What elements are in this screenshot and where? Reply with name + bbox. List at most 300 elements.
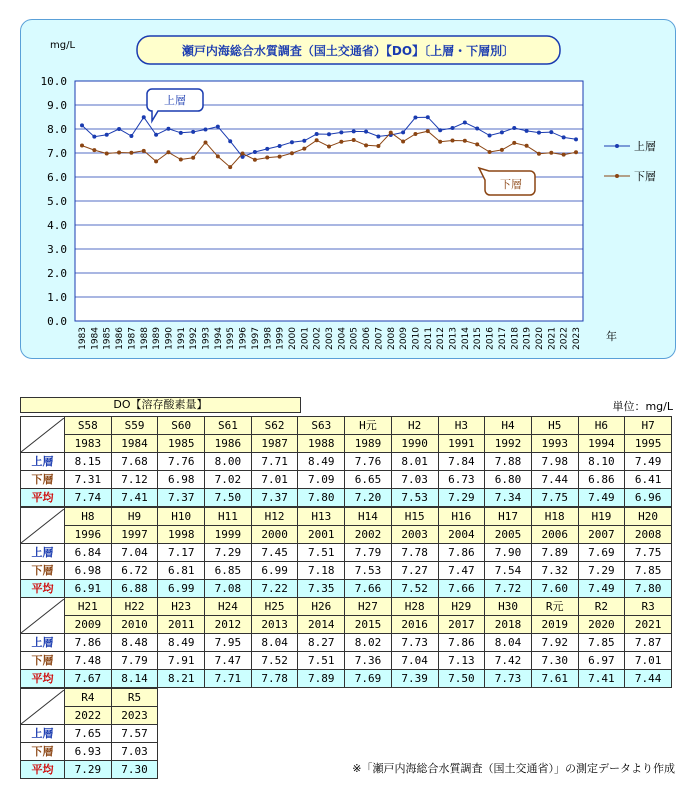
x-axis-label: 年: [606, 330, 617, 343]
data-point: [166, 127, 170, 131]
era-cell: H16: [438, 508, 485, 526]
data-point: [537, 131, 541, 135]
value-cell: 7.78: [251, 670, 298, 688]
value-cell: 7.72: [485, 580, 532, 598]
x-tick-label: 1989: [152, 327, 163, 350]
x-tick-label: 2004: [337, 327, 348, 350]
x-tick-label: 2014: [460, 327, 471, 350]
value-cell: 7.75: [531, 489, 578, 507]
year-cell: 2010: [111, 616, 158, 634]
data-point: [253, 150, 257, 154]
era-cell: H23: [158, 598, 205, 616]
x-tick-label: 2001: [300, 327, 311, 350]
data-point: [438, 128, 442, 132]
data-point: [376, 144, 380, 148]
y-axis-label: mg/L: [50, 40, 76, 51]
data-point: [401, 139, 405, 143]
value-cell: 6.81: [158, 562, 205, 580]
era-cell: H11: [205, 508, 252, 526]
year-cell: 1989: [345, 435, 392, 453]
year-cell: 2021: [625, 616, 672, 634]
x-tick-label: 2015: [473, 327, 484, 350]
value-cell: 7.02: [205, 471, 252, 489]
value-cell: 7.87: [625, 634, 672, 652]
data-point: [451, 126, 455, 130]
era-cell: S63: [298, 417, 345, 435]
data-point: [302, 147, 306, 151]
value-cell: 7.57: [111, 725, 158, 743]
year-cell: 1987: [251, 435, 298, 453]
data-point: [364, 130, 368, 134]
y-tick-label: 6.0: [47, 171, 67, 184]
era-cell: H10: [158, 508, 205, 526]
x-tick-label: 2009: [399, 327, 410, 350]
value-cell: 7.49: [578, 489, 625, 507]
value-cell: 7.88: [485, 453, 532, 471]
year-cell: 1991: [438, 435, 485, 453]
data-point: [166, 150, 170, 154]
value-cell: 7.41: [578, 670, 625, 688]
era-cell: H20: [625, 508, 672, 526]
row-label-avg: 平均: [21, 761, 65, 779]
value-cell: 6.97: [578, 652, 625, 670]
diagonal-header-cell: [21, 417, 65, 453]
row-label-upper: 上層: [21, 453, 65, 471]
data-point: [525, 129, 529, 133]
value-cell: 7.03: [391, 471, 438, 489]
era-cell: H19: [578, 508, 625, 526]
value-cell: 7.53: [345, 562, 392, 580]
x-tick-label: 1996: [238, 327, 249, 350]
year-cell: 2002: [345, 526, 392, 544]
table-title: DO【溶存酸素量】: [20, 397, 301, 413]
value-cell: 7.47: [438, 562, 485, 580]
value-cell: 7.30: [531, 652, 578, 670]
era-cell: H4: [485, 417, 532, 435]
x-tick-label: 2012: [436, 327, 447, 350]
data-point: [376, 134, 380, 138]
x-tick-label: 2011: [423, 327, 434, 350]
value-cell: 6.73: [438, 471, 485, 489]
value-cell: 7.71: [205, 670, 252, 688]
data-point: [179, 157, 183, 161]
data-point: [92, 148, 96, 152]
value-cell: 8.10: [578, 453, 625, 471]
value-cell: 8.49: [158, 634, 205, 652]
era-cell: H3: [438, 417, 485, 435]
data-point: [463, 121, 467, 125]
value-cell: 6.96: [625, 489, 672, 507]
year-cell: 2020: [578, 616, 625, 634]
era-cell: H12: [251, 508, 298, 526]
data-point: [438, 140, 442, 144]
era-cell: H17: [485, 508, 532, 526]
era-cell: H21: [65, 598, 112, 616]
era-cell: H9: [111, 508, 158, 526]
data-point: [463, 139, 467, 143]
x-tick-label: 1997: [250, 327, 261, 350]
data-point: [512, 126, 516, 130]
data-point: [228, 165, 232, 169]
era-cell: S58: [65, 417, 112, 435]
value-cell: 8.15: [65, 453, 112, 471]
year-cell: 2015: [345, 616, 392, 634]
value-cell: 7.49: [578, 580, 625, 598]
value-cell: 7.74: [65, 489, 112, 507]
x-tick-label: 1983: [78, 327, 88, 350]
data-point: [154, 159, 158, 163]
x-tick-label: 2010: [411, 327, 422, 350]
value-cell: 8.04: [485, 634, 532, 652]
chart-title: 瀬戸内海総合水質調査（国土交通省）【DO】〔上層・下層別〕: [181, 44, 515, 58]
year-cell: 2006: [531, 526, 578, 544]
data-point: [315, 138, 319, 142]
value-cell: 7.61: [531, 670, 578, 688]
era-cell: H5: [531, 417, 578, 435]
y-tick-label: 3.0: [47, 243, 67, 256]
value-cell: 7.80: [625, 580, 672, 598]
era-cell: H18: [531, 508, 578, 526]
value-cell: 7.85: [578, 634, 625, 652]
legend-marker: [615, 174, 619, 178]
x-tick-label: 2007: [374, 327, 385, 350]
value-cell: 7.34: [485, 489, 532, 507]
value-cell: 7.41: [111, 489, 158, 507]
year-cell: 2003: [391, 526, 438, 544]
data-point: [278, 144, 282, 148]
value-cell: 7.50: [438, 670, 485, 688]
data-table-block: [20, 597, 672, 688]
data-point: [500, 130, 504, 134]
row-label-avg: 平均: [21, 670, 65, 688]
value-cell: 7.32: [531, 562, 578, 580]
value-cell: 7.12: [111, 471, 158, 489]
year-cell: 1986: [205, 435, 252, 453]
row-label-upper: 上層: [21, 634, 65, 652]
year-cell: 2001: [298, 526, 345, 544]
value-cell: 7.04: [111, 544, 158, 562]
data-table-block: [20, 688, 158, 779]
year-cell: 2007: [578, 526, 625, 544]
value-cell: 7.50: [205, 489, 252, 507]
value-cell: 7.79: [345, 544, 392, 562]
value-cell: 6.99: [251, 562, 298, 580]
data-point: [142, 149, 146, 153]
data-point: [327, 132, 331, 136]
value-cell: 6.72: [111, 562, 158, 580]
x-tick-label: 2022: [559, 327, 570, 350]
era-cell: H22: [111, 598, 158, 616]
data-point: [241, 151, 245, 155]
value-cell: 7.52: [251, 652, 298, 670]
data-point: [80, 144, 84, 148]
value-cell: 7.75: [625, 544, 672, 562]
value-cell: 6.65: [345, 471, 392, 489]
data-point: [413, 132, 417, 136]
value-cell: 7.84: [438, 453, 485, 471]
year-cell: 2022: [65, 707, 112, 725]
value-cell: 8.14: [111, 670, 158, 688]
diagonal-header-cell: [21, 598, 65, 634]
x-tick-label: 1986: [115, 327, 126, 350]
x-tick-label: 1985: [102, 327, 113, 350]
value-cell: 7.27: [391, 562, 438, 580]
data-point: [401, 130, 405, 134]
value-cell: 7.98: [531, 453, 578, 471]
value-cell: 7.69: [578, 544, 625, 562]
value-cell: 8.27: [298, 634, 345, 652]
x-tick-label: 2017: [497, 327, 508, 350]
value-cell: 7.89: [298, 670, 345, 688]
data-point: [216, 154, 220, 158]
value-cell: 7.60: [531, 580, 578, 598]
data-point: [290, 151, 294, 155]
value-cell: 7.37: [251, 489, 298, 507]
year-cell: 2008: [625, 526, 672, 544]
value-cell: 6.93: [65, 743, 112, 761]
year-cell: 1988: [298, 435, 345, 453]
data-point: [278, 155, 282, 159]
era-cell: H6: [578, 417, 625, 435]
era-cell: H26: [298, 598, 345, 616]
value-cell: 7.39: [391, 670, 438, 688]
value-cell: 7.04: [391, 652, 438, 670]
era-cell: H30: [485, 598, 532, 616]
row-label-lower: 下層: [21, 652, 65, 670]
era-cell: H24: [205, 598, 252, 616]
era-cell: S60: [158, 417, 205, 435]
x-tick-label: 2005: [349, 327, 360, 350]
x-tick-label: 1987: [127, 327, 138, 350]
data-point: [117, 151, 121, 155]
x-tick-label: 2002: [312, 327, 323, 350]
data-point: [413, 115, 417, 119]
data-point: [488, 150, 492, 154]
value-cell: 7.42: [485, 652, 532, 670]
value-cell: 7.90: [485, 544, 532, 562]
era-cell: H15: [391, 508, 438, 526]
value-cell: 8.04: [251, 634, 298, 652]
year-cell: 1983: [65, 435, 112, 453]
era-cell: H8: [65, 508, 112, 526]
value-cell: 7.35: [298, 580, 345, 598]
value-cell: 7.76: [158, 453, 205, 471]
data-point: [204, 140, 208, 144]
data-point: [265, 156, 269, 160]
value-cell: 7.91: [158, 652, 205, 670]
value-cell: 7.17: [158, 544, 205, 562]
data-point: [179, 131, 183, 135]
data-point: [475, 127, 479, 131]
value-cell: 6.88: [111, 580, 158, 598]
data-point: [364, 143, 368, 147]
data-point: [475, 142, 479, 146]
value-cell: 7.03: [111, 743, 158, 761]
value-cell: 6.80: [485, 471, 532, 489]
value-cell: 7.13: [438, 652, 485, 670]
era-cell: H27: [345, 598, 392, 616]
value-cell: 7.20: [345, 489, 392, 507]
value-cell: 7.73: [485, 670, 532, 688]
value-cell: 6.41: [625, 471, 672, 489]
year-cell: 1996: [65, 526, 112, 544]
data-point: [327, 145, 331, 149]
line-chart: [0, 0, 697, 380]
year-cell: 2012: [205, 616, 252, 634]
x-tick-label: 1992: [189, 327, 200, 350]
value-cell: 7.30: [111, 761, 158, 779]
x-tick-label: 1991: [176, 327, 187, 350]
diagonal-line: [21, 599, 64, 633]
y-tick-label: 2.0: [47, 267, 67, 280]
data-table-block: [20, 416, 672, 507]
year-cell: 1990: [391, 435, 438, 453]
value-cell: 7.67: [65, 670, 112, 688]
year-cell: 2011: [158, 616, 205, 634]
data-point: [92, 135, 96, 139]
year-cell: 2023: [111, 707, 158, 725]
data-point: [265, 147, 269, 151]
callout-upper-label: 上層: [164, 94, 186, 107]
year-cell: 2009: [65, 616, 112, 634]
value-cell: 6.91: [65, 580, 112, 598]
y-tick-label: 5.0: [47, 195, 67, 208]
legend-label: 上層: [634, 140, 656, 153]
data-point: [451, 139, 455, 143]
value-cell: 8.02: [345, 634, 392, 652]
data-point: [426, 115, 430, 119]
data-point: [562, 135, 566, 139]
year-cell: 1992: [485, 435, 532, 453]
year-cell: 1993: [531, 435, 578, 453]
era-cell: H7: [625, 417, 672, 435]
value-cell: 8.48: [111, 634, 158, 652]
year-cell: 2017: [438, 616, 485, 634]
x-tick-label: 1990: [164, 327, 175, 350]
x-tick-label: 1999: [275, 327, 286, 350]
data-point: [426, 129, 430, 133]
value-cell: 8.00: [205, 453, 252, 471]
data-point: [105, 133, 109, 137]
year-cell: 2013: [251, 616, 298, 634]
data-point: [228, 139, 232, 143]
year-cell: 1998: [158, 526, 205, 544]
value-cell: 7.71: [251, 453, 298, 471]
value-cell: 7.86: [438, 544, 485, 562]
x-tick-label: 2018: [510, 327, 521, 350]
year-cell: 2014: [298, 616, 345, 634]
value-cell: 7.53: [391, 489, 438, 507]
value-cell: 7.31: [65, 471, 112, 489]
x-tick-label: 2023: [572, 327, 582, 350]
value-cell: 7.92: [531, 634, 578, 652]
data-point: [352, 138, 356, 142]
value-cell: 7.01: [251, 471, 298, 489]
row-label-avg: 平均: [21, 580, 65, 598]
data-point: [339, 130, 343, 134]
year-cell: 1995: [625, 435, 672, 453]
value-cell: 8.01: [391, 453, 438, 471]
data-point: [154, 133, 158, 137]
data-point: [512, 141, 516, 145]
era-cell: S59: [111, 417, 158, 435]
row-label-avg: 平均: [21, 489, 65, 507]
era-cell: R5: [111, 689, 158, 707]
data-point: [525, 144, 529, 148]
era-cell: H14: [345, 508, 392, 526]
y-tick-label: 1.0: [47, 291, 67, 304]
data-point: [352, 129, 356, 133]
era-cell: R2: [578, 598, 625, 616]
x-tick-label: 1988: [139, 327, 150, 350]
y-tick-label: 10.0: [40, 75, 67, 88]
diagonal-line: [21, 418, 64, 452]
data-point: [142, 115, 146, 119]
value-cell: 7.89: [531, 544, 578, 562]
value-cell: 7.76: [345, 453, 392, 471]
value-cell: 7.36: [345, 652, 392, 670]
value-cell: 7.68: [111, 453, 158, 471]
x-tick-label: 2021: [547, 327, 558, 350]
y-tick-label: 9.0: [47, 99, 67, 112]
value-cell: 8.49: [298, 453, 345, 471]
value-cell: 7.69: [345, 670, 392, 688]
data-point: [562, 153, 566, 157]
data-point: [302, 139, 306, 143]
value-cell: 7.08: [205, 580, 252, 598]
data-point: [500, 148, 504, 152]
era-cell: R元: [531, 598, 578, 616]
footnote: ※「瀬戸内海総合水質調査（国土交通省）」の測定データより作成: [352, 762, 675, 775]
era-cell: H28: [391, 598, 438, 616]
value-cell: 6.98: [158, 471, 205, 489]
value-cell: 7.44: [531, 471, 578, 489]
diagonal-header-cell: [21, 689, 65, 725]
year-cell: 2004: [438, 526, 485, 544]
diagonal-line: [21, 509, 64, 543]
x-tick-label: 2003: [325, 327, 335, 350]
value-cell: 7.01: [625, 652, 672, 670]
row-label-upper: 上層: [21, 544, 65, 562]
y-tick-label: 7.0: [47, 147, 67, 160]
value-cell: 8.21: [158, 670, 205, 688]
row-label-lower: 下層: [21, 743, 65, 761]
y-tick-label: 4.0: [47, 219, 67, 232]
era-cell: R4: [65, 689, 112, 707]
x-tick-label: 1994: [213, 327, 224, 350]
value-cell: 7.66: [345, 580, 392, 598]
value-cell: 7.29: [205, 544, 252, 562]
value-cell: 6.99: [158, 580, 205, 598]
year-cell: 1997: [111, 526, 158, 544]
y-tick-label: 0.0: [47, 315, 67, 328]
data-point: [339, 140, 343, 144]
x-tick-label: 1995: [226, 327, 237, 350]
value-cell: 7.78: [391, 544, 438, 562]
value-cell: 7.54: [485, 562, 532, 580]
value-cell: 7.22: [251, 580, 298, 598]
value-cell: 6.98: [65, 562, 112, 580]
year-cell: 2016: [391, 616, 438, 634]
data-point: [216, 125, 220, 129]
year-cell: 1994: [578, 435, 625, 453]
value-cell: 7.52: [391, 580, 438, 598]
data-point: [549, 151, 553, 155]
year-cell: 2005: [485, 526, 532, 544]
value-cell: 7.95: [205, 634, 252, 652]
value-cell: 6.86: [578, 471, 625, 489]
data-point: [574, 137, 578, 141]
